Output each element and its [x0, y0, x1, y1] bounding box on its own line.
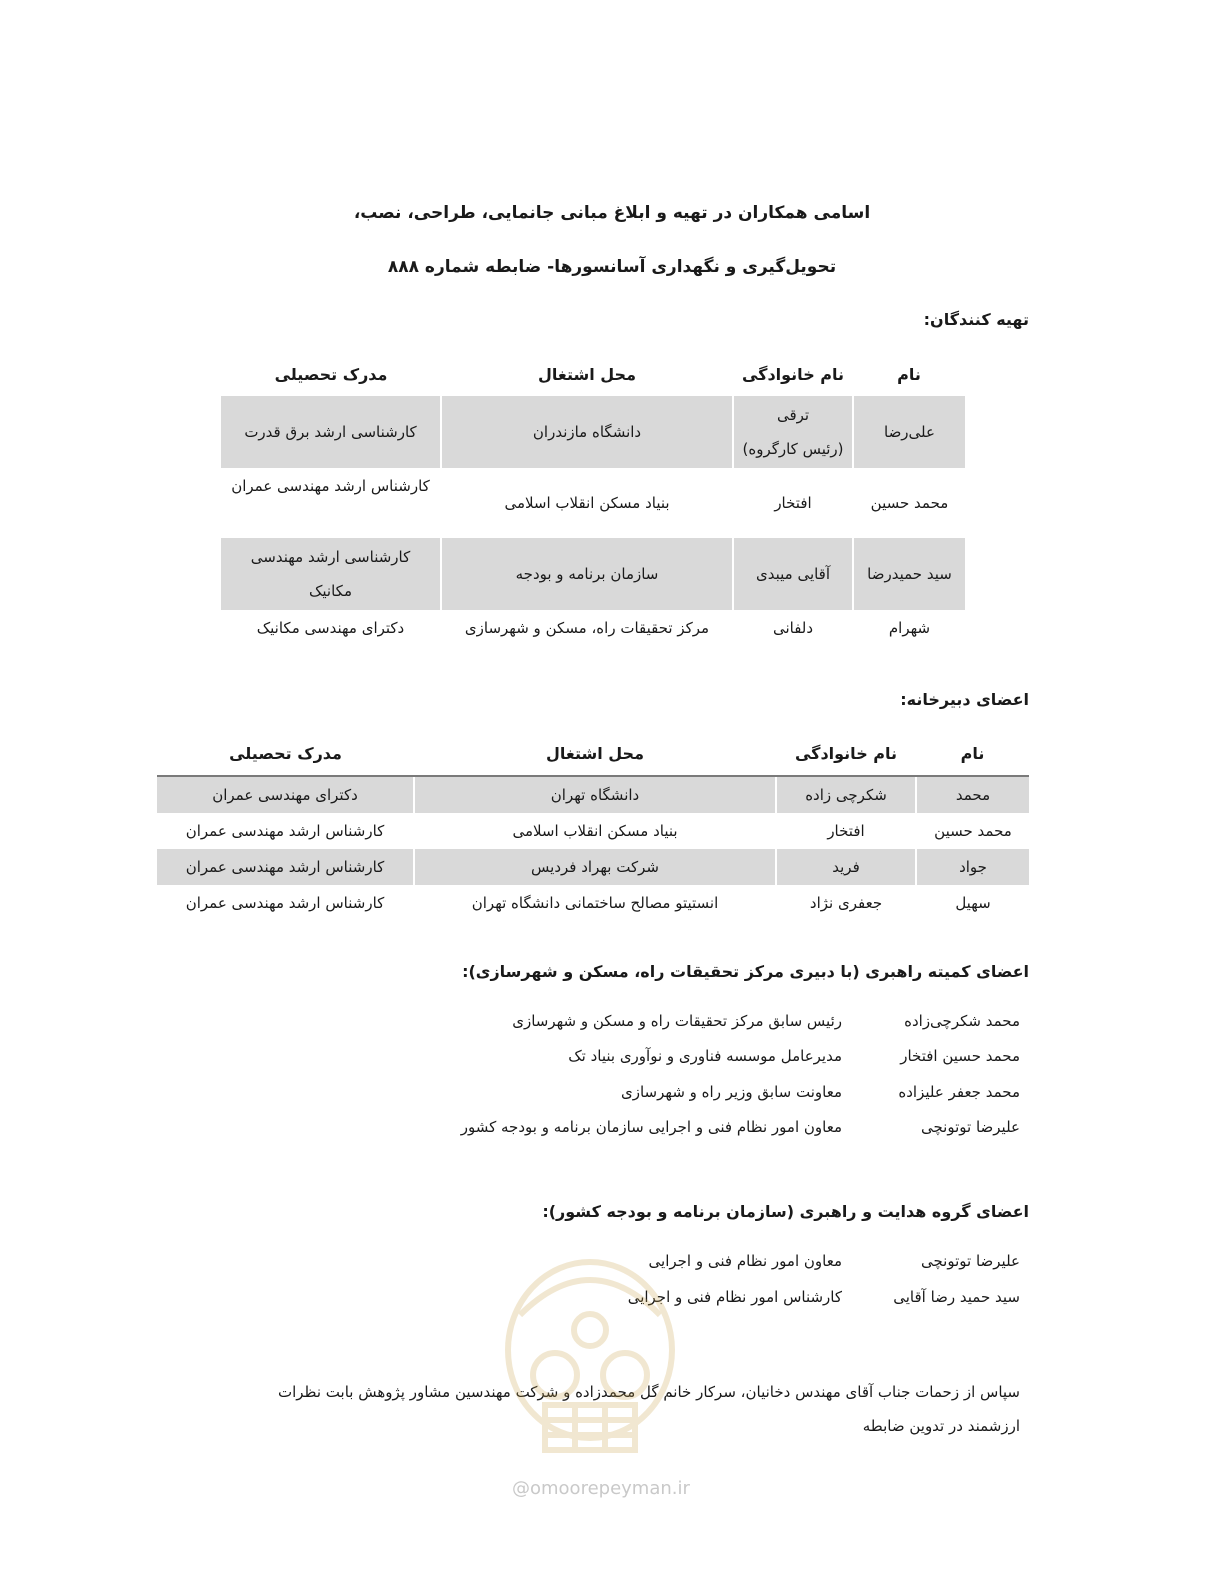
- steering-heading: اعضای کمیته راهبری (با دبیری مرکز تحقیقات راه، مسکن و شهرسازی):: [462, 962, 1029, 981]
- guidance-member-role: معاون امور نظام فنی و اجرایی: [648, 1252, 842, 1270]
- member-degree: دکترای مهندسی عمران: [157, 776, 414, 813]
- steering-member-name: علیرضا توتونچی: [920, 1118, 1020, 1136]
- table-row: [157, 885, 1029, 921]
- guidance-heading: اعضای گروه هدایت و راهبری (سازمان برنامه و بودجه کشور):: [542, 1202, 1029, 1221]
- col-workplace-header: محل اشتغال: [538, 364, 636, 384]
- guidance-member: [628, 1288, 1020, 1306]
- member-workplace: بنیاد مسکن انقلاب اسلامی: [441, 468, 733, 538]
- member-family: شکرچی زاده: [776, 776, 916, 813]
- member-name: سید حمیدرضا: [853, 538, 965, 610]
- member-degree: کارشناس ارشد مهندسی عمران: [185, 894, 385, 912]
- col-workplace-header: محل اشتغال: [414, 731, 776, 776]
- table-row: [157, 776, 1029, 813]
- member-name: جواد: [916, 849, 1029, 885]
- steering-member-role: معاون امور نظام فنی و اجرایی سازمان برنامه و بودجه کشور: [460, 1118, 842, 1136]
- document-title-line1: اسامی همکاران در تهیه و ابلاغ مبانی جانمایی، طراحی، نصب،: [353, 203, 871, 223]
- member-name: علی‌رضا: [853, 396, 965, 468]
- steering-member-role: رئیس سابق مرکز تحقیقات راه و مسکن و شهرسازی: [512, 1012, 842, 1030]
- table-row: [157, 849, 1029, 885]
- col-degree-header: مدرک تحصیلی: [274, 364, 388, 384]
- preparers-header-row: [221, 352, 965, 396]
- acknowledgement-line1: سپاس از زحمات جناب آقای مهندس دخانیان، سرکار خانم گل محمدزاده و شرکت مهندسین مشاور پژوهش بابت نظرات: [277, 1383, 1020, 1401]
- table-row: [157, 813, 1029, 849]
- table-row: [221, 538, 965, 610]
- member-degree: دکترای مهندسی مکانیک: [256, 619, 405, 637]
- steering-member-name: محمد جعفر علیزاده: [898, 1083, 1020, 1101]
- document-title-line2: تحویل‌گیری و نگهداری آسانسورها- ضابطه شماره ۸۸۸: [387, 257, 837, 277]
- preparers-heading: تهیه کنندگان:: [923, 310, 1029, 329]
- steering-member: [512, 1012, 1020, 1030]
- col-family-header: نام خانوادگی: [776, 731, 916, 776]
- watermark-site: @omoorepeyman.ir: [512, 1478, 690, 1499]
- steering-member-name: محمد حسین افتخار: [900, 1047, 1020, 1065]
- col-family-header: نام خانوادگی: [741, 364, 845, 384]
- table-row: [221, 396, 965, 468]
- table-row: [221, 468, 965, 538]
- member-workplace: مرکز تحقیقات راه، مسکن و شهرسازی: [441, 610, 733, 646]
- member-degree: کارشناس ارشد مهندسی عمران: [157, 849, 414, 885]
- secretariat-header-row: [157, 731, 1029, 776]
- member-family: آقایی میبدی: [733, 538, 853, 610]
- member-workplace: انستیتو مصالح ساختمانی دانشگاه تهران: [414, 885, 776, 921]
- member-degree: کارشناسی ارشد برق قدرت: [221, 396, 441, 468]
- col-name-header: نام: [897, 364, 921, 384]
- table-row: [221, 610, 965, 646]
- member-name: محمد: [916, 776, 1029, 813]
- member-workplace: دانشگاه مازندران: [441, 396, 733, 468]
- guidance-member-name: سید حمید رضا آقایی: [893, 1288, 1020, 1306]
- member-name: شهرام: [853, 610, 965, 646]
- preparers-table: [221, 352, 965, 646]
- member-workplace: بنیاد مسکن انقلاب اسلامی: [414, 813, 776, 849]
- col-name-header: نام: [916, 731, 1029, 776]
- member-family-text: ترقی: [776, 406, 810, 424]
- member-workplace: شرکت بهراد فردیس: [414, 849, 776, 885]
- steering-member: [461, 1118, 1020, 1136]
- col-degree-header: مدرک تحصیلی: [157, 731, 414, 776]
- member-name: سهیل: [916, 885, 1029, 921]
- member-family-note: (رئیس کارگروه): [742, 440, 844, 458]
- member-degree: کارشناس ارشد مهندسی عمران: [185, 822, 385, 840]
- acknowledgement-line2: ارزشمند در تدوین ضابطه: [862, 1417, 1020, 1435]
- guidance-member-role: کارشناس امور نظام فنی و اجرایی: [627, 1288, 842, 1306]
- watermark-emblem-icon: [508, 1262, 672, 1450]
- member-degree: کارشناسی ارشد مهندسی مکانیک: [221, 538, 441, 610]
- secretariat-table: [157, 731, 1029, 921]
- guidance-member: [649, 1252, 1020, 1270]
- steering-member-role: مدیرعامل موسسه فناوری و نوآوری بنیاد تک: [568, 1047, 842, 1065]
- steering-member-name: محمد شکرچی‌زاده: [904, 1012, 1020, 1030]
- guidance-member-name: علیرضا توتونچی: [920, 1252, 1020, 1270]
- watermark-logo: [500, 1255, 680, 1495]
- member-family: افتخار: [733, 468, 853, 538]
- member-family: [733, 396, 853, 468]
- member-family: افتخار: [776, 813, 916, 849]
- member-name: محمد حسین: [853, 468, 965, 538]
- member-name: محمد حسین: [916, 813, 1029, 849]
- member-workplace: دانشگاه تهران: [414, 776, 776, 813]
- secretariat-heading: اعضای دبیرخانه:: [900, 690, 1029, 709]
- member-family: دلفانی: [733, 610, 853, 646]
- steering-member: [621, 1083, 1020, 1101]
- member-degree: کارشناس ارشد مهندسی عمران: [231, 477, 430, 495]
- steering-member-role: معاونت سابق وزیر راه و شهرسازی: [621, 1083, 842, 1101]
- member-family: فرید: [776, 849, 916, 885]
- steering-member: [568, 1047, 1020, 1065]
- member-workplace: سازمان برنامه و بودجه: [441, 538, 733, 610]
- member-family: جعفری نژاد: [776, 885, 916, 921]
